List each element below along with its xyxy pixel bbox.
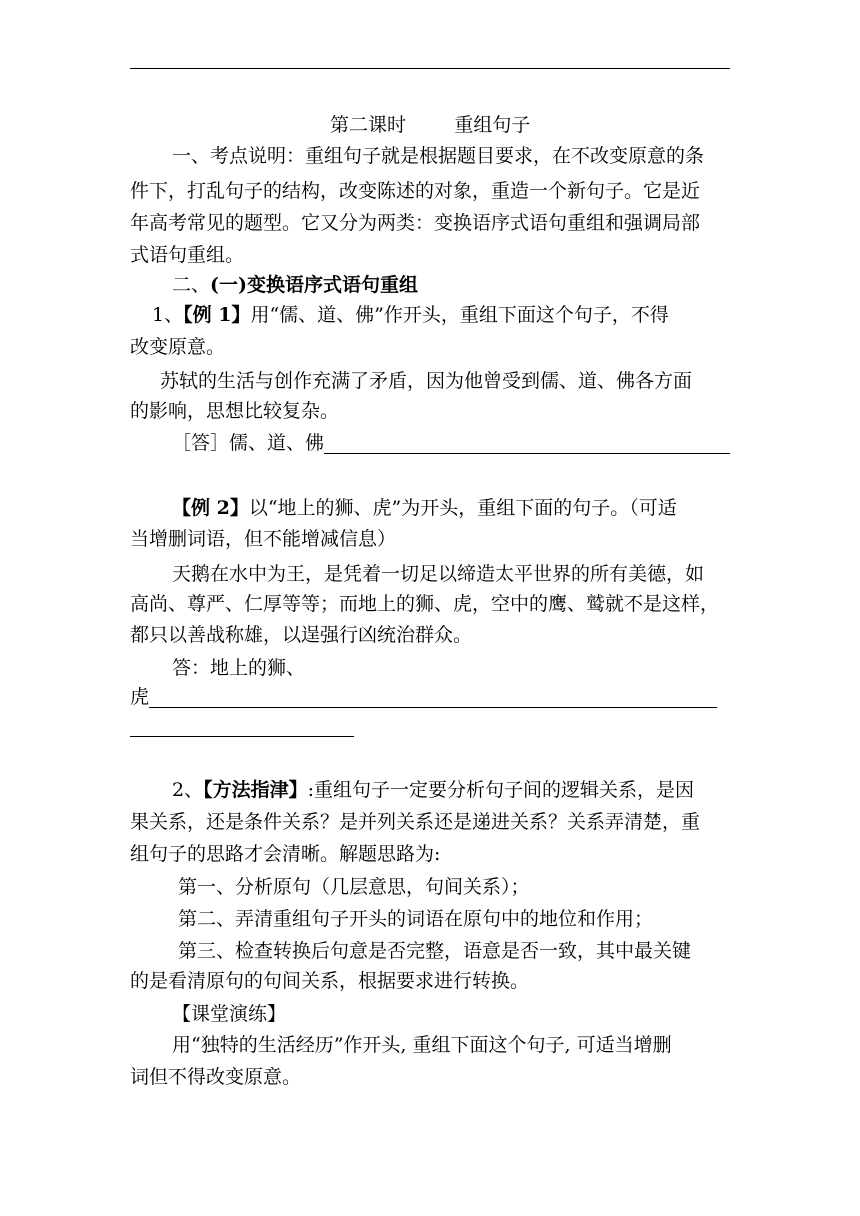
example2-sentence-line3: 都只以善战称雄，以逞强行凶统治群众。 xyxy=(130,624,473,646)
method-intro: :重组句子一定要分析句子间的逻辑关系，是因 xyxy=(307,779,695,801)
method-tag: 【方法指津】 xyxy=(203,779,308,801)
method-step1: 第一、分析原句（几层意思，句间关系）； xyxy=(178,876,530,898)
example1-tag: 【例 1】 xyxy=(183,304,251,326)
practice-heading: 【课堂演练】 xyxy=(172,1003,287,1025)
section2-heading xyxy=(172,274,418,296)
example1-sentence-line1: 苏轼的生活与创作充满了矛盾，因为他曾受到儒、道、佛各方面 xyxy=(160,370,693,392)
method-step3-line1: 第三、检查转换后句意是否完整，语意是否一致，其中最关键 xyxy=(178,940,692,962)
example1-prompt: 用“儒、道、佛”作开头，重组下面这个句子，不得 xyxy=(250,304,669,326)
example2-tag: 【例 2】 xyxy=(172,497,249,519)
example1-sentence-line2: 的影响，思想比较复杂。 xyxy=(130,400,340,422)
section1-line3: 年高考常见的题型。它又分为两类：变换语序式语句重组和强调局部 xyxy=(130,212,701,234)
method-num: 2、 xyxy=(172,779,204,801)
practice-line2: 词但不得改变原意。 xyxy=(130,1066,302,1088)
method-line2: 果关系，还是条件关系？是并列关系还是递进关系？关系弄清楚，重 xyxy=(130,811,701,833)
example2-answer-start: 虎 xyxy=(130,686,150,708)
section1-line4: 式语句重组。 xyxy=(130,244,245,266)
example2-prompt: 以“地上的狮、虎”为开头，重组下面的句子。（可适 xyxy=(248,497,677,519)
page-title: 第二课时 重组句子 xyxy=(330,114,531,136)
section2-title: (一)变换语序式语句重组 xyxy=(210,274,418,296)
example2-line1 xyxy=(172,497,677,519)
method-line3: 组句子的思路才会清晰。解题思路为: xyxy=(130,843,441,865)
answer-blank-3[interactable] xyxy=(130,736,354,737)
method-line1 xyxy=(172,779,694,801)
example1-line1 xyxy=(152,304,669,326)
method-step2: 第二、弄清重组句子开头的词语在原句中的地位和作用； xyxy=(178,908,654,930)
example1-answer xyxy=(172,432,730,454)
answer-blank-2[interactable] xyxy=(149,689,717,708)
header-rule xyxy=(130,68,730,69)
example1-num: 1、 xyxy=(152,304,184,326)
section1-line1: 一、考点说明：重组句子就是根据题目要求，在不改变原意的条 xyxy=(172,145,705,167)
practice-line1: 用“独特的生活经历”作开头, 重组下面这个句子, 可适当增删 xyxy=(172,1034,672,1056)
example2-answer-line2 xyxy=(130,686,717,708)
example1-line2: 改变原意。 xyxy=(130,336,226,358)
section1-line2: 件下，打乱句子的结构，改变陈述的对象，重造一个新句子。它是近 xyxy=(130,180,701,202)
example2-line2: 当增删词语，但不能增减信息） xyxy=(130,528,397,550)
example2-sentence-line2: 高尚、尊严、仁厚等等；而地上的狮、虎，空中的鹰、鹫就不是这样， xyxy=(130,593,720,615)
example1-answer-label: ［答］儒、道、佛 xyxy=(172,432,325,454)
example2-sentence-line1: 天鹅在水中为王，是凭着一切足以缔造太平世界的所有美德，如 xyxy=(172,563,705,585)
example2-answer-line1: 答：地上的狮、 xyxy=(172,657,306,679)
answer-blank-1[interactable] xyxy=(324,435,730,454)
section2-prefix: 二、 xyxy=(172,274,211,296)
method-step3-line2: 的是看清原句的句间关系，根据要求进行转换。 xyxy=(130,970,530,992)
